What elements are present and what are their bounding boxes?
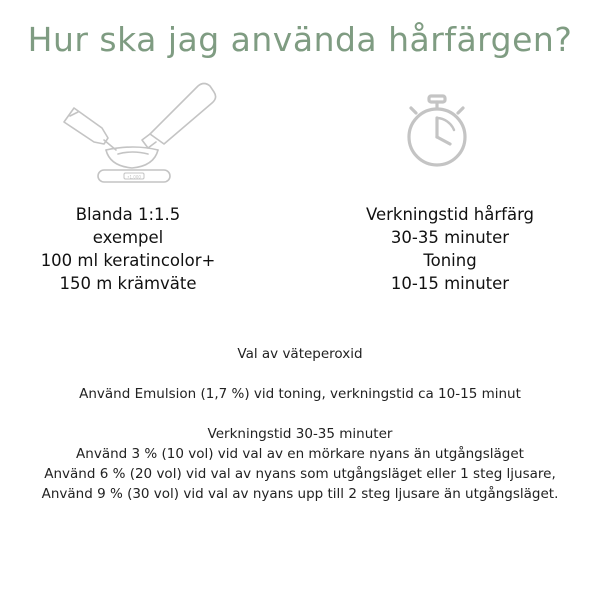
peroxide-option-6: Använd 6 % (20 vol) vid val av nyans som utgångsläget eller 1 steg ljusare, bbox=[44, 466, 556, 482]
mix-instructions bbox=[8, 203, 248, 295]
toning-time-value: 10-15 minuter bbox=[390, 274, 510, 293]
mixing-bowl-icon bbox=[58, 78, 218, 184]
mix-developer-amount: 150 m krämväte bbox=[59, 274, 197, 293]
page-title: Hur ska jag använda hårfärgen? bbox=[27, 20, 573, 59]
peroxide-option-3: Använd 3 % (10 vol) vid val av en mörkare nyans än utgångsläget bbox=[76, 446, 524, 462]
toning-label: Toning bbox=[423, 251, 477, 270]
svg-text:•1.000: •1.000 bbox=[127, 174, 141, 180]
color-time-line: Verkningstid 30-35 minuter bbox=[207, 426, 393, 442]
toning-emulsion-line: Använd Emulsion (1,7 %) vid toning, verkningstid ca 10-15 minut bbox=[79, 386, 521, 402]
mix-ratio: Blanda 1:1.5 bbox=[75, 205, 181, 224]
peroxide-guide bbox=[0, 344, 600, 504]
color-time-value: 30-35 minuter bbox=[390, 228, 510, 247]
peroxide-heading: Val av väteperoxid bbox=[237, 346, 363, 362]
color-time-label: Verkningstid hårfärg bbox=[365, 205, 535, 224]
mix-color-amount: 100 ml keratincolor+ bbox=[40, 251, 216, 270]
peroxide-option-9: Använd 9 % (30 vol) vid val av nyans upp till 2 steg ljusare än utgångsläget. bbox=[41, 486, 559, 502]
mix-example-label: exempel bbox=[92, 228, 164, 247]
stopwatch-icon bbox=[402, 94, 472, 168]
timing-instructions bbox=[330, 203, 570, 295]
